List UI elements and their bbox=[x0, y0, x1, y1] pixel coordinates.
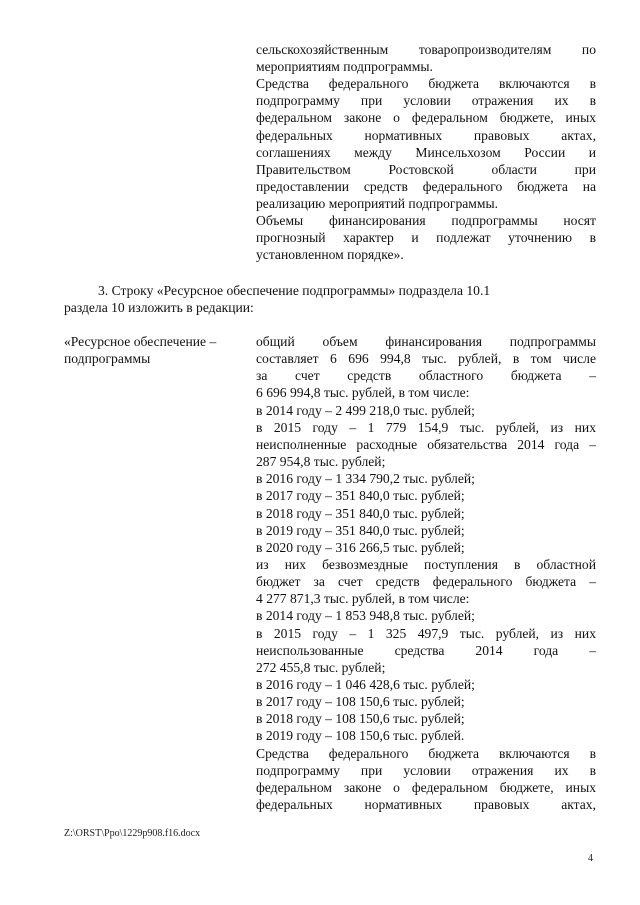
right-block-line: 4 277 871,3 тыс. рублей, в том числе: bbox=[256, 591, 470, 607]
clause-line-2: раздела 10 изложить в редакции: bbox=[64, 300, 254, 315]
right-block-line: бюджет за счет средств федерального бюджета – bbox=[256, 574, 596, 590]
right-block-line: Средства федерального бюджета включаются в bbox=[256, 745, 596, 761]
top-block-line: сельскохозяйственным товаропроизводителям по bbox=[256, 42, 596, 57]
top-block-line: подпрограмму при условии отражения их в bbox=[256, 93, 596, 109]
footer-file-path: Z:\ORST\Ppo\1229p908.f16.docx bbox=[64, 828, 201, 839]
right-block-line: неисполненные расходные обязательства 2014 года – bbox=[256, 436, 596, 452]
right-block-line: составляет 6 696 994,8 тыс. рублей, в том числе bbox=[256, 351, 596, 367]
left-label-line-1: «Ресурсное обеспечение – bbox=[64, 334, 217, 349]
top-block-line: мероприятиям подпрограммы. bbox=[256, 59, 433, 75]
right-block-line: в 2015 году – 1 325 497,9 тыс. рублей, из них bbox=[256, 625, 596, 641]
right-block-line: федеральных нормативных правовых актах, bbox=[256, 797, 596, 813]
top-block-line: Объемы финансирования подпрограммы носят bbox=[256, 213, 596, 228]
right-block-line: федеральном законе о федеральном бюджете, иных bbox=[256, 779, 596, 795]
right-block-line: общий объем финансирования подпрограммы bbox=[256, 334, 596, 349]
right-block-line: подпрограмму при условии отражения их в bbox=[256, 762, 596, 778]
top-block-line: Средства федерального бюджета включаются в bbox=[256, 76, 596, 92]
right-block-line: за счет средств областного бюджета – bbox=[256, 368, 596, 384]
right-block-line: в 2019 году – 108 150,6 тыс. рублей. bbox=[256, 728, 465, 744]
right-block-line: 287 954,8 тыс. рублей; bbox=[256, 454, 386, 470]
right-block-line: 272 455,8 тыс. рублей; bbox=[256, 659, 386, 675]
right-block-line: в 2018 году – 108 150,6 тыс. рублей; bbox=[256, 711, 465, 727]
clause-line-1: 3. Строку «Ресурсное обеспечение подпрограммы» подраздела 10.1 bbox=[98, 283, 491, 298]
right-block-line: из них безвозмездные поступления в областной bbox=[256, 556, 596, 572]
top-block-line: установленном порядке». bbox=[256, 247, 404, 263]
right-block-line: в 2016 году – 1 334 790,2 тыс. рублей; bbox=[256, 471, 475, 487]
top-block-line: федеральном законе о федеральном бюджете, иных bbox=[256, 110, 596, 126]
right-block-line: в 2015 году – 1 779 154,9 тыс. рублей, из них bbox=[256, 419, 596, 435]
right-block-line: в 2014 году – 2 499 218,0 тыс. рублей; bbox=[256, 402, 475, 418]
top-block-line: соглашениях между Минсельхозом России и bbox=[256, 144, 596, 160]
left-label-line-2: подпрограммы bbox=[64, 351, 151, 366]
top-block-line: реализацию мероприятий подпрограммы. bbox=[256, 195, 499, 211]
top-block-line: предоставлении средств федерального бюджета на bbox=[256, 178, 596, 194]
top-block-line: прогнозный характер и подлежат уточнению в bbox=[256, 230, 596, 246]
right-block-line: в 2016 году – 1 046 428,6 тыс. рублей; bbox=[256, 677, 475, 692]
right-block-line: в 2017 году – 108 150,6 тыс. рублей; bbox=[256, 694, 465, 710]
top-block-line: федеральных нормативных правовых актах, bbox=[256, 127, 596, 143]
right-block-line: в 2014 году – 1 853 948,8 тыс. рублей; bbox=[256, 608, 475, 624]
right-block-line: в 2019 году – 351 840,0 тыс. рублей; bbox=[256, 522, 465, 538]
right-block-line: в 2018 году – 351 840,0 тыс. рублей; bbox=[256, 505, 465, 521]
right-block-line: 6 696 994,8 тыс. рублей, в том числе: bbox=[256, 385, 470, 401]
right-block-line: неиспользованные средства 2014 года – bbox=[256, 642, 596, 658]
right-block-line: в 2017 году – 351 840,0 тыс. рублей; bbox=[256, 488, 465, 504]
top-block-line: Правительством Ростовской области при bbox=[256, 161, 596, 177]
right-block-line: в 2020 году – 316 266,5 тыс. рублей; bbox=[256, 539, 465, 555]
page-number: 4 bbox=[588, 853, 593, 864]
